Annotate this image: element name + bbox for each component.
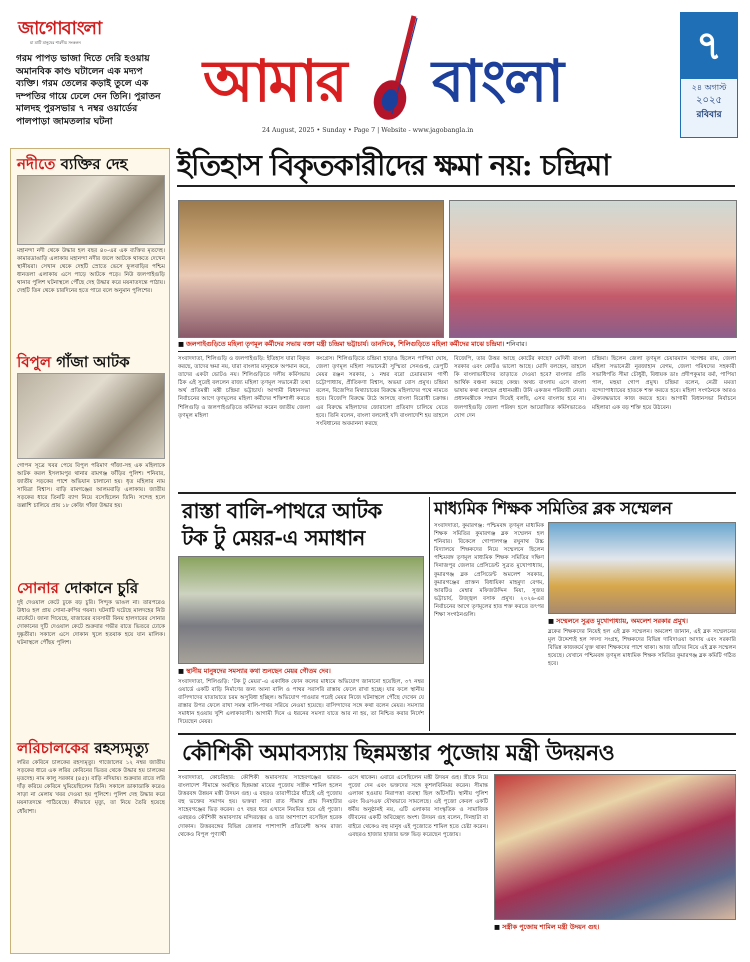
left-column: [10, 148, 170, 954]
puja-caption: ■ সস্ত্রীক পুজোয় শামিল মন্ত্রী উদয়ন গুহ।: [494, 923, 600, 931]
jagobangla-tagline: মা মাটি মানুষের শারদীয় সংকলন: [30, 40, 81, 45]
teacher-headline: মাধ্যমিক শিক্ষক সমিতির ব্লক সম্মেলন: [434, 499, 672, 519]
left-story-4-body: লরির কেবিনে চালকের রহস্যমৃত্যু। গাজোলের ১২ নম্বর জাতীয় সড়কের ধারে এক লরির কেবিনের ভিতর থেকে উদ্ধার হয় চালকের মৃতদেহ। নাম কালু সরকার (৪৫)। বাড়ি নদিয়ায়। শুক্রবার রাতে লরি দাঁড় করিয়ে কেবিনে ঘুমিয়েছিলেন তিনি। সকালে ডাকাডাকি করেও সাড়া না মেলায় খবর দেওয়া হয় পুলিশে। পুলিশ দেহ উদ্ধার করে ময়নাতদন্তে পাঠিয়েছে। কীভাবে মৃত্যু, তা নিয়ে তৈরি হয়েছে ধোঁয়াশা।: [17, 760, 165, 815]
teacher-body-col2: ব্লকের শিক্ষকদের নিয়েই হল এই ব্লক সম্মেলন। অমলেশ জানান, এই ব্লক সম্মেলনের মূল উদ্দেশ্যই হল সদস্য সংগ্রহ, শিক্ষকদের বিভিন্ন দাবিদাওয়া আদায় এবং সরকারি বিভিন্ন কাজকর্মে যুক্ত থাকা শিক্ষকদের পাশে থাকা। আজ তাঁদের নিয়ে এই ব্লক সম্মেলন হয়েছে। যেখানে পশ্চিমবঙ্গ তৃণমূল মাধ্যমিক শিক্ষক সমিতির কুমারগঞ্জ ব্লক কমিটি গঠিত হবে।: [548, 629, 736, 668]
left-story-3-body: দুই দেওয়াল কেটে ঢুকে বড় চুরি। সিন্দুক ভাঙল না। তারপরেও উধাও হল প্রায় সোনা-রুপির গয়না। ঘটনাটি ঘটেছে মালদহের নিউ মার্কেটে। জানা গিয়েছে, বাজারের ব্যবসায়ী বিনয় হালদারের সোনার দোকানের দুটি দেওয়াল কেটে শুক্রবার গভীর রাতে ভিতরে ঢোকে দুষ্কৃতীরা। সকালে এসে দোকান খুলে হতবাক হয়ে যান মালিক। ঘটনাস্থলে পৌঁছয় পুলিশ।: [17, 600, 165, 647]
dateline: 24 August, 2025 • Sunday • Page 7 | Website - www.jagobangla.in: [262, 127, 474, 134]
left-story-1-body: মহানন্দা নদী থেকে উদ্ধার হল বছর ৪০-এর এক ব্যক্তির মৃতদেহ। কামারডাঙাড়ি এলাকায় মহানন্দা নদীর জলে আটকে থাকতে দেখেন স্থানীয়রা। সেখান থেকে দেহটি স্রোতে ভেসে ফুলবাড়ির পশ্চিম ধানতলা এলাকায় এসে পাড়ে আটকে পড়ে। নিউ জলপাইগুড়ি থানার পুলিশ ঘটনাস্থলে পৌঁছে দেহ উদ্ধার করে ময়নাতদন্তে পাঠায়। দেহটি তিন থেকে চারদিনের হতে পারে বলে অনুমান পুলিশের।: [17, 248, 165, 295]
teacher-photo: [548, 522, 736, 614]
left-story-1-title: নদীতে ব্যক্তির দেহ: [17, 155, 128, 173]
left-story-2-body: গোপন সূত্রে খবর পেয়ে বিপুল পরিমাণ গাঁজা-সহ এক মহিলাকে আটক করল ইসলামপুর থানার রামগঞ্জ ফাঁড়ির পুলিশ। শনিবার, জাতীয় সড়কের পাশে অভিযান চালানো হয়। ধৃত মহিলার নাম সাবিত্রা বিশ্বাস। বাড়ি রামগঞ্জের আলমবাড়ি এলাকায়। জাতীয় সড়কের ধারে তিনটি ব্যাগ নিয়ে বসেছিলেন তিনি। সন্দেহ হলে তল্লাশি চালিয়ে প্রায় ১৮ কেজি গাঁজা উদ্ধার হয়।: [17, 463, 165, 510]
puja-headline: কৌশিকী অমাবস্যায় ছিন্নমস্তার পুজোয় মন্ত্রী উদয়নও: [182, 740, 615, 766]
year-text: ২০২৫: [696, 95, 722, 106]
left-story-2-title: বিপুল গাঁজা আটক: [17, 353, 130, 371]
lead-body-col3: বিজেপি, তার উত্তর আছে কোর্টের কাছে? মেদিনী বাংলা সরকার এবং কোর্টও ভালো আছে। মোদি বলছেন, তাহলে কি বাংলাভাষীদের তাড়াতে দেওয়া হবে? বাংলার প্রতি আর্থিক বঞ্চনা করছে কেন্দ্র। অথচ বাংলায় এসে বাংলা ভাষায় কথা বলছেন প্রধানমন্ত্রী। উনি একজন পরিযায়ী নেতা। প্রধানমন্ত্রীকে সম্মান দিয়েই বলছি, এসব বাংলায় হবে না। জলপাইগুড়ি জেলা পরিষদ হলে আয়োজিত কর্মিসভাতেও যোগ দেন: [454, 356, 586, 419]
road-body: সংবাদদাতা, শিলিগুড়ি: ‘টক টু মেয়র’-এ একাধিক ফোন কলের মাধ্যমে অভিযোগ জানানো হয়েছিল, ৩৭ নম্বর ওয়ার্ডে একটি বাড়ি নির্মাণের জন্য আনা বালি ও পাথর সরাসরি রাস্তায় ফেলে রাখা হচ্ছে। যার ফলে স্থানীয় বাসিন্দাদের যাতায়াতে চরম অসুবিধা হচ্ছিল। অভিযোগ পাওয়ার পরেই মেয়র নিজে ঘটনাস্থলে পৌঁছে দেখেন যে রাস্তার উপর ফেলে রাখা সমস্ত বালি-পাথর সরিয়ে নেওয়া হয়েছে। বাসিন্দাদের সঙ্গে কথা বলেন মেয়র। সমস্যার সমাধান হওয়ায় খুশি এলাকাবাসী। আগামী দিনে এ ধরনের সমস্যা যাতে আর না হয়, তা নিশ্চিত করার নির্দেশ দিয়েছেন মেয়র।: [178, 679, 424, 726]
jagobangla-logo: জাগোবাংলা: [18, 18, 102, 39]
puja-body-col2: এসে থাকেন। এবারে এসেছিলেন মন্ত্রী উদয়ন গুহ। স্ত্রীকে নিয়ে পুজো দেন এবং ভক্তদের সঙ্গে কুশলবিনিময় করেন। সীমান্ত এলাকা হওয়ায় নিরাপত্তা ব্যবস্থা ছিল আঁটসাঁট। স্থানীয় পুলিশ এবং বিএসএফ যৌথভাবে সামলেছে। এই পুজো কেবল একটি ধর্মীয় অনুষ্ঠানই নয়, এটি এলাকার সাংস্কৃতিক ও সামাজিক জীবনের একটি অবিচ্ছেদ্য অংশ। উদয়ন গুহ বলেন, দিনহাটা বা বাইরে থেকেও বহু মানুষ এই পুজোতে শামিল হতে চেষ্টা করেন। এবছরও হাজার হাজার ভক্ত ভিড় করেছেন পুজোয়।: [348, 775, 488, 838]
teacher-caption: ■ সম্মেলনে সুব্রত মুখোপাধ্যায়, অমলেশ সরকার প্রমুখ।: [548, 617, 688, 625]
lead-caption: ■ জলপাইগুড়িতে মহিলা তৃণমূল কর্মীদের সভায় বক্তা মন্ত্রী চন্দ্রিমা ভট্টাচার্য। ডানদিকে, শিলিগুড়িতে মহিলা কর্মীদের মাঝে চন্দ্রিমা। শনিবার।: [178, 340, 527, 348]
ektara-instrument-icon: [362, 14, 442, 124]
weekday-text: রবিবার: [696, 110, 722, 120]
road-headline-1: রাস্তা বালি-পাথরে আটক: [182, 498, 382, 523]
masthead-logo-amar: আমার: [203, 47, 346, 115]
front-teaser: গরম পাপড় ভাজা দিতে দেরি হওয়ায় অমানবিক কাণ্ড ঘটালেন এক মদ্যপ ব্যক্তি। গরম তেলের কড়াই তুলে এক দম্পতির গায়ে ঢেলে দেন তিনি। পুরাতন মালদহ পুরসভার ৭ নম্বর ওয়ার্ডের পালপাড়া জামতলার ঘটনা: [16, 53, 161, 127]
lead-photo-right: [449, 200, 737, 338]
mayor-photo: [178, 556, 424, 664]
road-caption: ■ স্থানীয় মানুষদের সমস্যার কথা শুনছেন মেয়র গৌতম দেব।: [178, 667, 331, 675]
date-text: ২৪ অগাস্ট: [691, 83, 727, 92]
lead-body-col1: সংবাদদাতা, শিলিগুড়ি ও জলপাইগুড়ি: ইতিহাস যারা বিকৃত করছে, তাদের ক্ষমা নয়, যারা বাংলার মানুষকে অপমান করে, তাদের একটা ভোটও নয়। শিলিগুড়িতে দলীয় কর্মিসভায় ঠিক এই সুরেই বললেন রাজ্য মহিলা তৃণমূল সভানেত্রী তথা অর্থ প্রতিমন্ত্রী মন্ত্রী চন্দ্রিমা ভট্টাচার্য। আগামী বিধানসভা নির্বাচনের আগে তৃণমূলের মহিলা কর্মীদের শক্তিশালী করতে শিলিগুড়ি ও জলপাইগুড়িতে কর্মিসভা করেন জাতীয় জেলা তৃণমূল মহিলা: [178, 356, 310, 419]
puja-body-col1: সংবাদদাতা, কোচবিহার: কৌশিকী অমাবস্যায় সাহেবগঞ্জের ভারত-বাংলাদেশ সীমান্তে অবস্থিত ছিন্নমস্তা মায়ের পুজোয় সস্ত্রীক শামিল হলেন উত্তরবঙ্গ উন্নয়ন মন্ত্রী উদয়ন গুহ। এ বছরও তারাপীঠের ধাঁচেই এই পুজোয় বহু ভক্তের সমাগম হয়। ভক্তরা সারা রাত সীমান্ত গ্রাম দিনহাটার সাহেবগঞ্জের ভিড় করেন। ৫৭ বছর ধরে এখানে নিয়মিত হয়ে এই পুজো। এবছরও কৌশিকী অমাবস্যায় মন্দিরচত্বর ও তার আশপাশে বসেছিল হরেক দোকান। উত্তরবঙ্গের বিভিন্ন জেলার পাশাপাশি প্রতিবেশী অসম রাজ্য থেকেও বিপুল পুণ্যার্থী: [178, 775, 342, 838]
date-box: [680, 12, 738, 138]
left-story-3-title: সোনার দোকানে চুরি: [17, 579, 139, 597]
lead-body-col4: চন্দ্রিমা। ছিলেন জেলা তৃণমূল চেয়ারম্যান খগেশ্বর রায়, জেলা মহিলা সভানেত্রী নূরজাহান বেগম, জেলা পরিষদের সহকারী সভাধিপতি সীমা চৌধুরী, বিধায়ক ডাঃ প্রদীপকুমার বর্মা, পাপিয়া পাল, মহুয়া গোপ প্রমুখ। চন্দ্রিমা বলেন, নেত্রী মমতা বন্দ্যোপাধ্যায়ের হাতকে শক্ত করতে হবে। মহিলা সংগঠনকে আরও ঐক্যবদ্ধভাবে কাজ করতে হবে। আগামী বিধানসভা নির্বাচনে মহিলারা এক বড় শক্তি হয়ে উঠবেন।: [592, 356, 736, 411]
masthead-logo-bangla: বাংলা: [432, 47, 563, 115]
road-headline-2: টক টু মেয়র-এ সমাধান: [182, 525, 365, 550]
left-story-4-title: লরিচালকের রহস্যমৃত্যু: [17, 739, 149, 757]
puja-photo: [494, 774, 736, 920]
page-number: ৭: [681, 13, 737, 79]
lead-body-col2: কংগ্রেস। শিলিগুড়িতে চন্দ্রিমা হাড়াও ছিলেন পাপিয়া ঘোষ, জেলা তৃণমূল মহিলা সভানেত্রী সুস্মিতা সেনগুপ্ত, ডেপুটি মেয়র রঞ্জন সরকার, ১ নম্বর বরো চেয়ারম্যান গার্গী চট্টোপাধ্যায়, প্রীতিকণা বিশ্বাস, অভয়া বোস প্রমুখ। চন্দ্রিমা বলেন, বিজেপির মিথ্যাচারের বিরুদ্ধে মহিলাদের পথে নামতে হবে। বিজেপি বিরুদ্ধে উঠে আসছে বাংলা বিরোধী চক্রান্ত। এর বিরুদ্ধে মহিলাদের জোরালো প্রতিবাদ চালিয়ে যেতে হবে। তিনি বলেন, বাংলা বললেই যদি বাংলাদেশি হয় তাহলে সংবিধানের অবমাননা করছে: [316, 356, 448, 427]
body-photo: [17, 175, 165, 245]
lead-headline: ইতিহাস বিকৃতকারীদের ক্ষমা নয়: চন্দ্রিমা: [177, 145, 735, 187]
ganja-seizure-photo: [17, 373, 165, 459]
lead-photo-left: [178, 200, 444, 338]
teacher-body-col1: সংবাদদাতা, কুমারগঞ্জ: পশ্চিমবঙ্গ তৃণমূল মাধ্যমিক শিক্ষক সমিতির কুমারগঞ্জ ব্লক সম্মেলন হল শনিবার। বিকেলে গোপালগঞ্জ রঘুনাথ উচ্চ বিদ্যালয়ে শিক্ষকদের নিয়ে সম্মেলনে ছিলেন পশ্চিমবঙ্গ তৃণমূল মাধ্যমিক শিক্ষক সমিতির দক্ষিণ দিনাজপুর জেলার প্রেসিডেন্ট সুব্রত মুখোপাধ্যায়, কুমারগঞ্জ ব্লক প্রেসিডেন্ট অমলেশ সরকার, কুমারগঞ্জের প্রাক্তন বিধায়িকা মাহমুদা বেগম, আরটিও মেম্বার মফিজউদ্দিন মিয়া, সুজয় ভট্টাচার্য, উজ্জ্বল বসাক প্রমুখ। ২০২৬-এর নির্বাচনের আগে তৃণমূলের হাত শক্ত করতে তৎপর শিক্ষা সংগঠনগুলি।: [434, 523, 544, 619]
